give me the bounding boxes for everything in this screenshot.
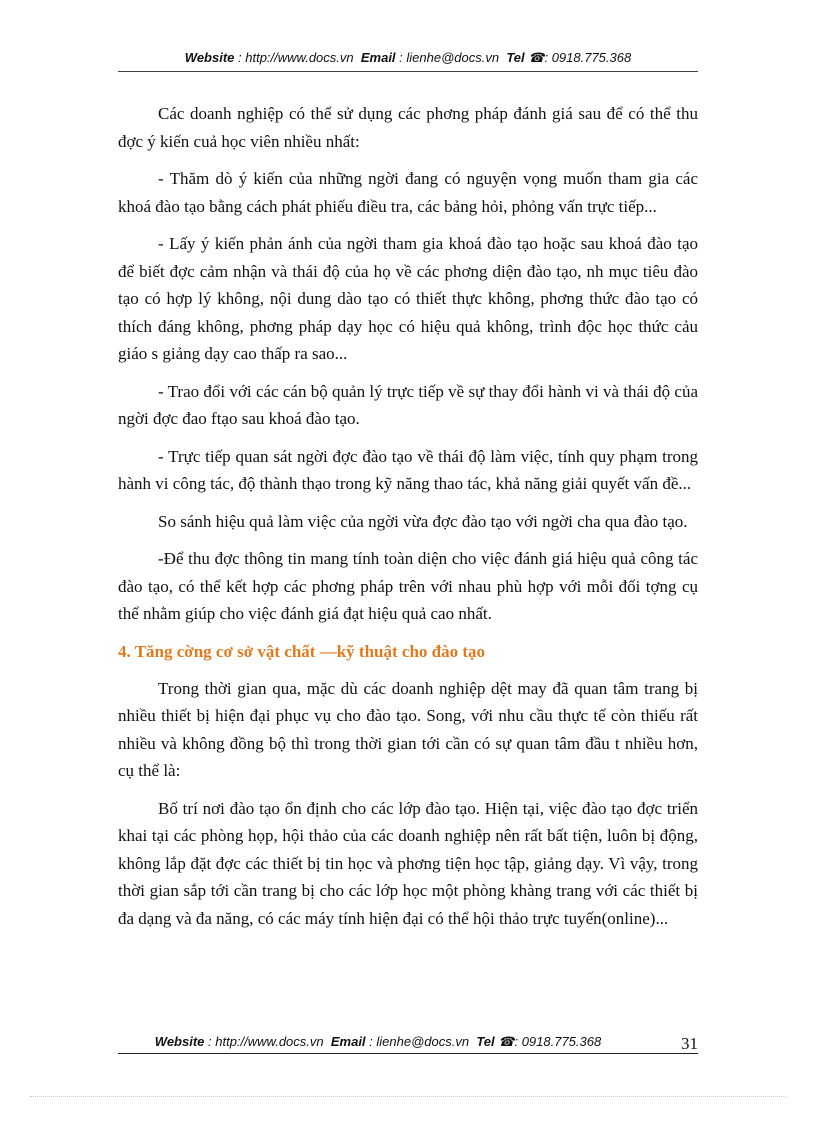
paragraph: - Lấy ý kiến phản ánh của ngời tham gia khoá đào tạo hoặc sau khoá đào tạo để biết đợc cảm nhận và thái độ của họ về các phơng diện đào tạo, nh mục tiêu đào tạo có hợp lý không, nội dung dào tạo có thiết thực không, phơng thức đào tạo có thích đáng không, phơng pháp dạy học có hiệu quả không, trình độc học thức cảu giáo s giảng dạy cao thấp ra sao... [118,234,698,363]
footer-website-label: Website [154,1034,205,1049]
phone-icon: ☎ [528,50,545,65]
header-divider [118,71,698,72]
paragraph: -Để thu đợc thông tin mang tính toàn diện cho việc đánh giá hiệu quả công tác đào tạo, có thể kết hợp các phơng pháp trên với nhau phù hợp với mỗi đối tợng cụ thể nhằm giúp cho việc đánh giá đạt hiệu quả cao nhất. [118,549,698,623]
header-tel-label: Tel [506,50,525,65]
footer-tel-label: Tel [476,1034,495,1049]
paragraph: - Trực tiếp quan sát ngời đợc đào tạo về thái độ làm việc, tính quy phạm trong hành vi công tác, độ thành thạo trong kỹ năng thao tác, khả năng giải quyết vấn đề... [118,446,698,493]
phone-icon: ☎ [498,1034,515,1049]
paragraph: Trong thời gian qua, mặc dù các doanh nghiệp dệt may đã quan tâm trang bị nhiều thiết bị hiện đại phục vụ cho đào tạo. Song, với nhu cầu thực tế còn thiếu rất nhiều và không đồng bộ thì trong thời gian tới cần có sự quan tâm đầu t nhiều hơn, cụ thể là: [118,678,698,780]
header-website-link[interactable]: : http://www.docs.vn [238,50,354,65]
footer-email-link[interactable]: : lienhe@docs.vn [369,1034,470,1049]
footer-divider [118,1053,698,1054]
paragraph: Bố trí nơi đào tạo ổn định cho các lớp đào tạo. Hiện tại, việc đào tạo đợc triển khai tại các phòng họp, hội thảo của các doanh nghiệp nên rất bất tiện, luôn bị động, không lắp đặt đợc các thiết bị tin học và phơng tiện học tập, giảng dạy. Vì vậy, trong thời gian sắp tới cần trang bị cho các lớp học một phòng khàng trang với các thiết bị đa dạng và đa năng, có các máy tính hiện đại có thể hội thảo trực tuyến(online)... [118,798,698,928]
page-footer [118,1032,698,1054]
footer-contact [118,1034,638,1050]
document-body [118,100,698,942]
paragraph: So sánh hiệu quả làm việc của ngời vừa đợc đào tạo với ngời cha qua đào tạo. [158,511,688,531]
footer-email-label: Email [330,1034,366,1049]
page-header [118,50,698,66]
section-heading: 4. Tăng cờng cơ sở vật chất —kỹ thuật cho đào tạo [118,641,486,661]
paragraph: Các doanh nghiệp có thể sử dụng các phơng pháp đánh giá sau để có thể thu đợc ý kiến cuả học viên nhiều nhất: [118,104,698,151]
header-email-label: Email [360,50,396,65]
header-email-link[interactable]: : lienhe@docs.vn [399,50,500,65]
page-edge-divider [30,1096,786,1097]
page-number: 31 [681,1034,698,1053]
header-tel-value: : 0918.775.368 [544,50,632,65]
header-website-label: Website [184,50,235,65]
footer-website-link[interactable]: : http://www.docs.vn [208,1034,324,1049]
footer-tel-value: : 0918.775.368 [514,1034,602,1049]
paragraph: - Thăm dò ý kiến của những ngời đang có nguyện vọng muốn tham gia các khoá đào tạo bằng cách phát phiếu điều tra, các bảng hỏi, phỏng vấn trực tiếp... [118,169,698,216]
paragraph: - Trao đổi với các cán bộ quản lý trực tiếp về sự thay đổi hành vi và thái độ của ngời đợc đao ftạo sau khoá đào tạo. [118,381,698,428]
